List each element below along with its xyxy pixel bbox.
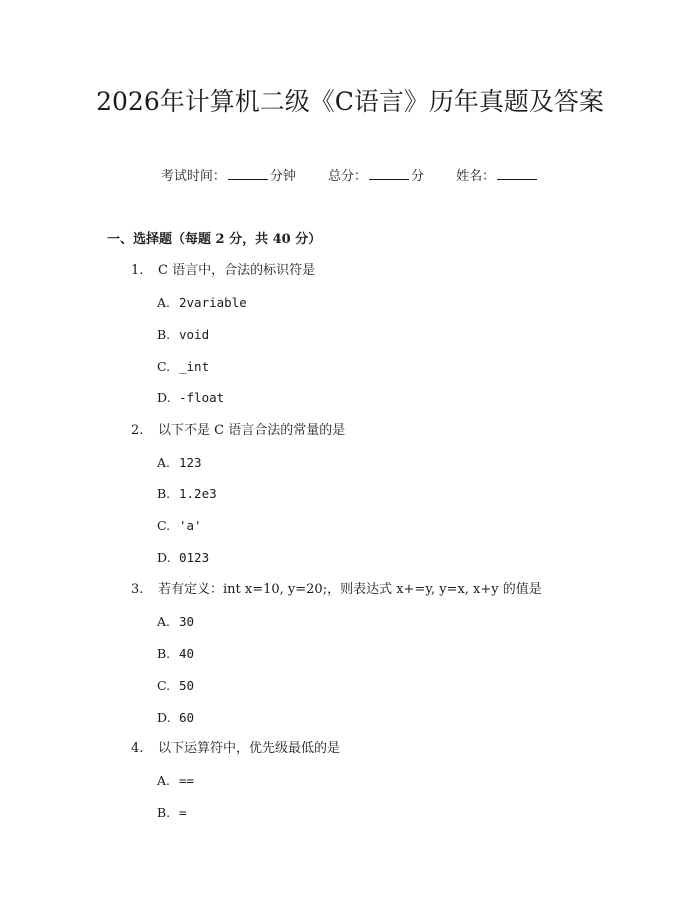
question-3-option-d xyxy=(157,708,194,728)
option-letter: A. xyxy=(157,614,171,629)
option-text: = xyxy=(179,805,187,820)
option-letter: C. xyxy=(157,518,171,533)
question-4-option-a xyxy=(157,771,194,791)
option-letter: D. xyxy=(157,710,171,725)
exam-time-unit: 分钟 xyxy=(269,169,296,184)
question-number: 1. xyxy=(131,263,144,278)
question-number: 3. xyxy=(131,582,144,597)
student-name-blank xyxy=(497,167,537,180)
total-score-blank xyxy=(369,167,409,180)
question-text: 若有定义：int x=10, y=20;，则表达式 x+=y, y=x, x+y 的值是 xyxy=(158,582,542,597)
question-3-option-b xyxy=(157,644,194,664)
exam-time-blank xyxy=(228,167,268,180)
exam-time-label: 考试时间： xyxy=(160,169,226,184)
student-name-label: 姓名： xyxy=(456,169,496,184)
question-2-option-d xyxy=(157,548,209,568)
option-text: == xyxy=(179,773,195,788)
option-letter: A. xyxy=(157,773,171,788)
option-letter: B. xyxy=(157,646,171,661)
question-1-option-c xyxy=(157,357,209,377)
option-letter: B. xyxy=(157,486,171,501)
question-1 xyxy=(131,261,315,281)
option-text: 'a' xyxy=(179,518,202,533)
question-text: 以下运算符中，优先级最低的是 xyxy=(158,741,341,756)
question-4 xyxy=(131,739,340,759)
question-text: 以下不是 C 语言合法的常量的是 xyxy=(158,423,346,438)
question-number: 2. xyxy=(131,423,144,438)
question-2-option-b xyxy=(157,484,217,504)
total-score-field xyxy=(328,167,424,187)
question-2-option-c xyxy=(157,516,202,536)
student-name-field xyxy=(456,167,539,187)
option-text: 123 xyxy=(179,455,202,470)
total-score-label: 总分： xyxy=(327,169,367,184)
option-text: 30 xyxy=(179,614,195,629)
question-text: C 语言中，合法的标识符是 xyxy=(158,263,316,278)
option-letter: C. xyxy=(157,359,171,374)
option-letter: A. xyxy=(157,455,171,470)
option-text: 50 xyxy=(179,678,195,693)
option-text: 60 xyxy=(179,710,195,725)
question-3-option-a xyxy=(157,612,194,632)
option-letter: D. xyxy=(157,390,171,405)
option-text: -float xyxy=(179,390,225,405)
option-text: 40 xyxy=(179,646,195,661)
question-2-option-a xyxy=(157,453,202,473)
exam-time-field xyxy=(161,167,296,187)
total-score-unit: 分 xyxy=(411,169,425,184)
exam-meta xyxy=(0,167,700,187)
option-text: 0123 xyxy=(179,550,210,565)
question-number: 4. xyxy=(131,741,144,756)
option-letter: D. xyxy=(157,550,171,565)
question-1-option-a xyxy=(157,293,247,313)
option-letter: C. xyxy=(157,678,171,693)
option-text: _int xyxy=(179,359,210,374)
question-4-option-b xyxy=(157,803,187,823)
question-1-option-d xyxy=(157,388,224,408)
option-letter: B. xyxy=(157,805,171,820)
question-3-option-c xyxy=(157,676,194,696)
section-heading: 一、选择题（每题 2 分，共 40 分） xyxy=(107,232,322,247)
question-2 xyxy=(131,421,345,441)
option-text: 2variable xyxy=(179,295,247,310)
option-letter: B. xyxy=(157,327,171,342)
option-letter: A. xyxy=(157,295,171,310)
option-text: void xyxy=(179,327,210,342)
document-title: 2026年计算机二级《C语言》历年真题及答案 xyxy=(96,87,604,116)
question-3 xyxy=(131,580,542,600)
question-1-option-b xyxy=(157,325,209,345)
option-text: 1.2e3 xyxy=(179,486,217,501)
